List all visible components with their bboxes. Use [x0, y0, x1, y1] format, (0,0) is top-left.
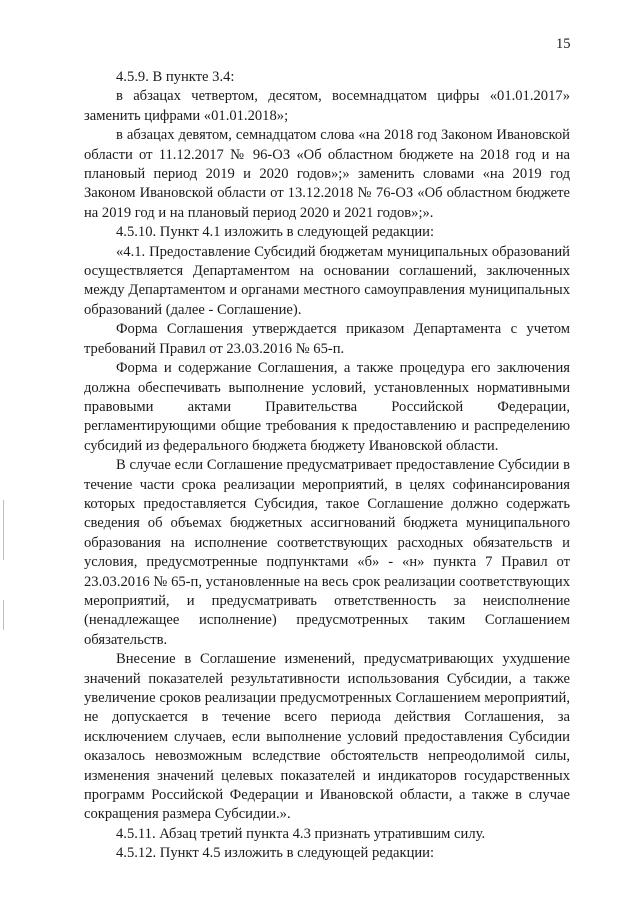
paragraph-date-replacement: в абзацах четвертом, десятом, восемнадцатом цифры «01.01.2017» заменить цифрами «01.01.2018»; [84, 88, 570, 124]
scan-artifact-mark [3, 600, 4, 630]
paragraph-law-replacement: в абзацах девятом, семнадцатом слова «на 2018 год Законом Ивановской области от 11.12.2017 № 96-ОЗ «Об областном бюджете на 2018 год и на плановый период 2019 и 2020 годов»;» заменить словами «на 2019 год Законом Ивановской области от 13.12.2018 № 76-ОЗ «Об областном бюджете на 2019 год и на плановый период 2020 и 2021 годов»;». [84, 127, 570, 221]
scan-artifact-mark [3, 500, 4, 560]
paragraph-4-5-12: 4.5.12. Пункт 4.5 изложить в следующей редакции: [116, 845, 435, 862]
paragraph-4-5-9-heading: 4.5.9. В пункте 3.4: [116, 69, 235, 85]
document-body [84, 68, 570, 864]
paragraph-agreement-form: Форма Соглашения утверждается приказом Департамента с учетом требований Правил от 23.03.2016 № 65-п. [84, 321, 570, 357]
page-number: 15 [556, 36, 571, 52]
paragraph-4-5-10-heading: 4.5.10. Пункт 4.1 изложить в следующей редакции: [116, 224, 435, 241]
paragraph-4-5-11: 4.5.11. Абзац третий пункта 4.3 признать утратившим силу. [116, 825, 486, 842]
paragraph-4-1-text: «4.1. Предоставление Субсидий бюджетам муниципальных образований осуществляется Департаментом на основании соглашений, заключенных между Департаментом и органами местного самоуправления муниципальных образований (далее - Соглашение). [84, 243, 570, 318]
paragraph-partial-term: В случае если Соглашение предусматривает предоставление Субсидии в течение части срока реализации мероприятий, в целях софинансирования которых предоставляется Субсидия, такое Соглашение должно содержать сведения об объемах бюджетных ассигнований бюджета муниципального образования на исполнение соответствующих расходных обязательств и условия, предусмотренные подпунктами «б» - «н» пункта 7 Правил от 23.03.2016 № 65-п, установленные на весь срок реализации соответствующих мероприятий, и предусматривать ответственность за неисполнение (ненадлежащее исполнение) предусмотренных таким Соглашением обязательств. [84, 457, 570, 648]
paragraph-amendments: Внесение в Соглашение изменений, предусматривающих ухудшение значений показателей результативности использования Субсидии, а также увеличение сроков реализации предусмотренных Соглашением мероприятий, не допускается в течение всего периода действия Соглашения, за исключением случаев, если выполнение условий предоставления Субсидии оказалось невозможным вследствие обстоятельств непреодолимой силы, изменения значений целевых показателей и индикаторов государственных программ Российской Федерации и Ивановской области, а также в случае сокращения размера Субсидии.». [84, 651, 570, 823]
paragraph-agreement-content: Форма и содержание Соглашения, а также процедура его заключения должна обеспечивать выполнение условий, установленных нормативными правовыми актами Правительства Российской Федерации, регламентирующими общие требования к предоставлению и распределению субсидий из федерального бюджета бюджету Ивановской области. [84, 360, 570, 454]
